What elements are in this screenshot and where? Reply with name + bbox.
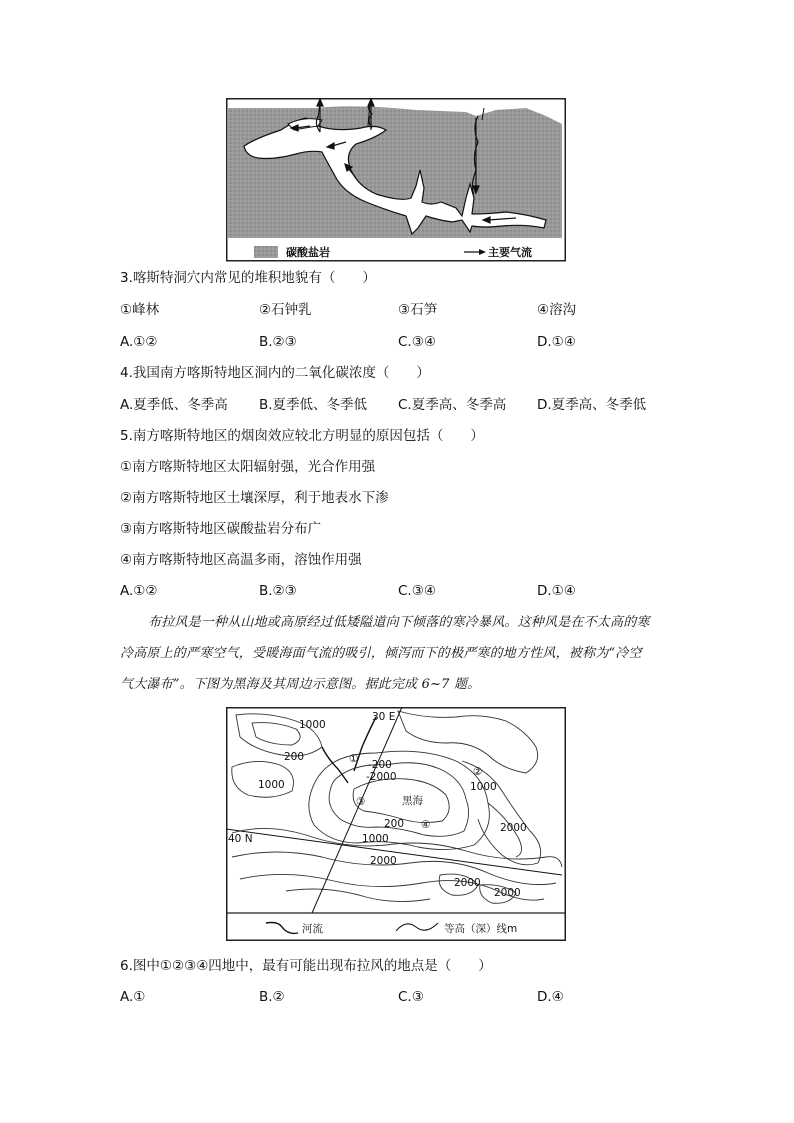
contour-label: 1000 — [258, 779, 285, 791]
latitude-label: 40 N — [228, 833, 253, 845]
q4-choice-a[interactable]: A.夏季低、冬季高 — [120, 397, 228, 413]
contour-label: 1000 — [362, 833, 389, 845]
q5-item-4: ④南方喀斯特地区高温多雨，溶蚀作用强 — [120, 552, 362, 568]
q6-choice-a[interactable]: A.① — [120, 989, 146, 1005]
contour-label: -2000 — [366, 771, 397, 783]
q5-choice-c[interactable]: C.③④ — [398, 583, 436, 599]
contour-label: 200 — [384, 818, 405, 830]
sea-label: 黑海 — [402, 795, 423, 807]
contour-label: -200 — [368, 759, 392, 771]
q3-item-4: ④溶沟 — [537, 302, 577, 318]
passage — [120, 607, 680, 700]
contour-label: 2000 — [500, 822, 527, 834]
q5-item-1: ①南方喀斯特地区太阳辐射强，光合作用强 — [120, 459, 376, 475]
q5-item-2: ②南方喀斯特地区土壤深厚，利于地表水下渗 — [120, 490, 389, 506]
contour-label: 2000 — [370, 855, 397, 867]
contour-label: 200 — [284, 751, 305, 763]
q5-choice-d[interactable]: D.①④ — [537, 583, 576, 599]
q5-choice-b[interactable]: B.②③ — [259, 583, 297, 599]
contour-label: 2000 — [454, 877, 481, 889]
q4-choice-b[interactable]: B.夏季低、冬季低 — [259, 397, 368, 413]
rock-legend-swatch — [254, 246, 278, 258]
q5-stem: 5.南方喀斯特地区的烟囱效应较北方明显的原因包括（ ） — [120, 428, 484, 444]
airflow-legend-label: 主要气流 — [488, 246, 532, 259]
q4-choice-c[interactable]: C.夏季高、冬季高 — [398, 397, 507, 413]
black-sea-map — [226, 707, 566, 941]
q3-choice-b[interactable]: B.②③ — [259, 334, 297, 350]
contour-label: 1000 — [470, 781, 497, 793]
q3-item-2: ②石钟乳 — [259, 302, 312, 318]
longitude-label: 30 E — [372, 711, 396, 723]
q3-item-1: ①峰林 — [120, 302, 160, 318]
q5-item-3: ③南方喀斯特地区碳酸盐岩分布广 — [120, 521, 322, 537]
rock-legend-label: 碳酸盐岩 — [286, 246, 330, 259]
q6-choice-b[interactable]: B.② — [259, 989, 285, 1005]
q3-choice-d[interactable]: D.①④ — [537, 334, 576, 350]
passage-line-3: 气大瀑布”。下图为黑海及其周边示意图。据此完成 6~7 题。 — [120, 677, 481, 692]
passage-line-1: 布拉风是一种从山地或高原经过低矮隘道向下倾落的寒冷暴风。这种风是在不太高的寒 — [148, 615, 650, 630]
q3-choice-a[interactable]: A.①② — [120, 334, 158, 350]
contour-label: 2000 — [494, 887, 521, 899]
q6-choice-c[interactable]: C.③ — [398, 989, 424, 1005]
q3-choice-c[interactable]: C.③④ — [398, 334, 436, 350]
point-3: ③ — [356, 796, 366, 808]
cave-diagram — [226, 98, 566, 263]
point-1: ① — [349, 753, 359, 765]
q5-choice-a[interactable]: A.①② — [120, 583, 158, 599]
contour-legend-label: 等高（深）线m — [444, 923, 518, 935]
point-4: ④ — [421, 819, 431, 831]
river-legend-label: 河流 — [302, 923, 323, 935]
q4-stem: 4.我国南方喀斯特地区洞内的二氧化碳浓度（ ） — [120, 365, 430, 381]
q4-choice-d[interactable]: D.夏季高、冬季低 — [537, 397, 647, 413]
q3-item-3: ③石笋 — [398, 302, 438, 318]
q6-stem: 6.图中①②③④四地中，最有可能出现布拉风的地点是（ ） — [120, 958, 492, 974]
q6-choice-d[interactable]: D.④ — [537, 989, 564, 1005]
cave-figure — [226, 98, 566, 263]
q3-stem: 3.喀斯特洞穴内常见的堆积地貌有（ ） — [120, 270, 376, 286]
point-2: ② — [473, 766, 483, 778]
passage-line-2: 冷高原上的严寒空气，受暖海面气流的吸引，倾泻而下的极严寒的地方性风，被称为“冷空 — [120, 646, 642, 661]
contour-label: 1000 — [299, 719, 326, 731]
